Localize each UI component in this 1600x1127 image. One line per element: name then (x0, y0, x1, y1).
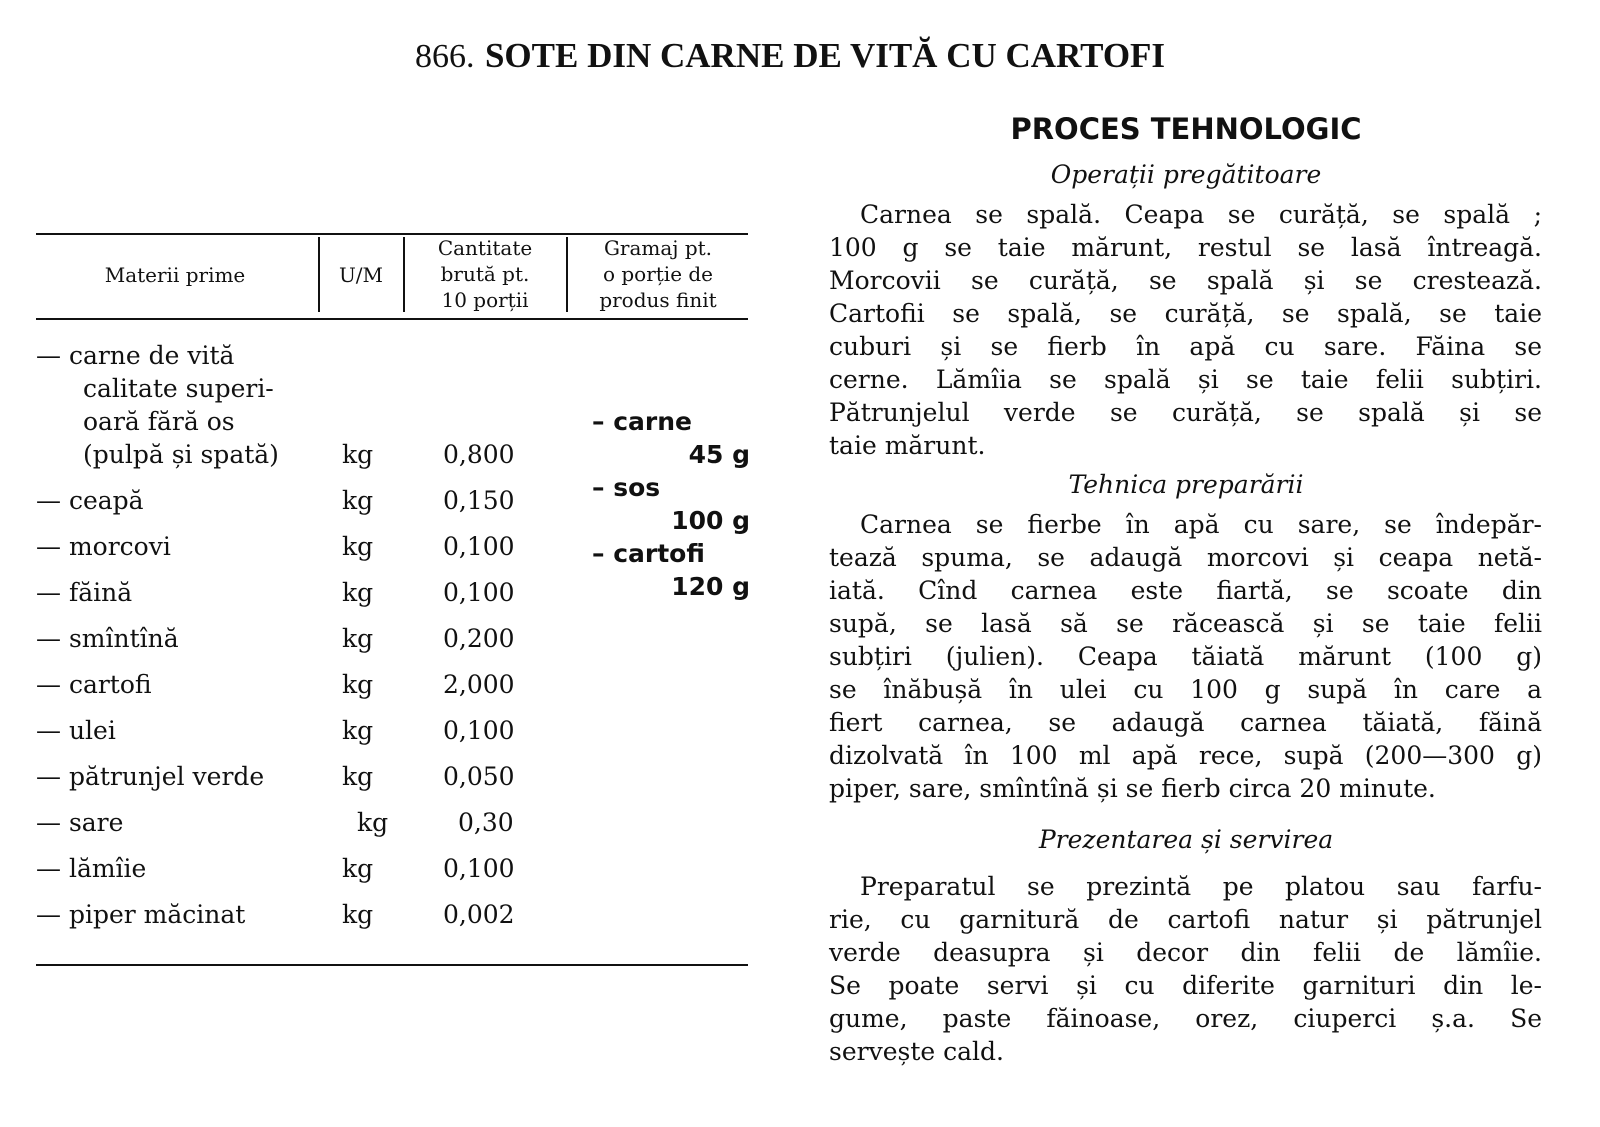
recipe-name: SOTE DIN CARNE DE VITĂ CU CARTOFI (484, 36, 1166, 75)
subsection-heading: Operații pregătitoare (1050, 160, 1322, 189)
ingredient-name: — smîntînă (36, 624, 179, 653)
ingredient-name: calitate superi- (83, 374, 274, 403)
gramaj-label: – sos (592, 473, 661, 502)
ingredient-quantity: 0,150 (443, 486, 515, 515)
ingredient-quantity: 0,100 (443, 854, 515, 883)
ingredient-quantity: 0,002 (443, 900, 515, 929)
paragraph-line: cerne. Lămîia se spală și se taie felii subțiri. (829, 365, 1542, 394)
paragraph-line: dizolvată în 100 ml apă rece, supă (200—300 g) (829, 741, 1542, 770)
ingredient-unit: kg (342, 486, 374, 515)
ingredient-unit: kg (357, 808, 389, 837)
ingredient-quantity: 0,800 (443, 440, 515, 469)
paragraph-line: piper, sare, smîntînă și se fierb circa 20 minute. (829, 774, 1436, 803)
ingredient-name: — morcovi (36, 532, 171, 561)
ingredient-name: — făină (36, 578, 133, 607)
ingredient-quantity: 0,30 (458, 808, 514, 837)
ingredient-quantity: 0,050 (443, 762, 515, 791)
header-materii: Materii prime (104, 263, 246, 287)
ingredient-unit: kg (342, 900, 374, 929)
ingredient-name: — lămîie (36, 854, 147, 883)
ingredient-unit: kg (342, 670, 374, 699)
paragraph-line: Carnea se spală. Ceapa se curăță, se spală ; (860, 200, 1542, 229)
ingredient-name: — cartofi (36, 670, 152, 699)
ingredient-quantity: 2,000 (443, 670, 515, 699)
gramaj-value: 120 g (671, 572, 750, 601)
ingredient-unit: kg (342, 624, 374, 653)
paragraph-line: Cartofii se spală, se curăță, se spală, se taie (829, 299, 1542, 328)
paragraph-line: Morcovii se curăță, se spală și se crestează. (829, 266, 1542, 295)
table-header-rule (36, 318, 748, 320)
ingredient-name: — piper măcinat (36, 900, 246, 929)
ingredient-unit: kg (342, 440, 374, 469)
paragraph-line: iată. Cînd carnea este fiartă, se scoate din (829, 576, 1542, 605)
ingredient-unit: kg (342, 716, 374, 745)
paragraph-line: 100 g se taie mărunt, restul se lasă întreagă. (829, 233, 1542, 262)
paragraph-line: rie, cu garnitură de cartofi natur și pătrunjel (829, 905, 1542, 934)
header-line: Gramaj pt. (603, 236, 713, 260)
paragraph-line: servește cald. (829, 1037, 1004, 1066)
paragraph-line: tează spuma, se adaugă morcovi și ceapa netă- (829, 543, 1542, 572)
paragraph-line: Pătrunjelul verde se curăță, se spală și se (829, 398, 1542, 427)
gramaj-label: – cartofi (592, 539, 705, 568)
recipe-title (0, 36, 1580, 76)
subsection-heading: Prezentarea și servirea (1038, 825, 1334, 854)
gramaj-label: – carne (592, 407, 692, 436)
header-line: o porție de (602, 262, 714, 286)
ingredient-name: (pulpă și spată) (83, 440, 279, 469)
table-bottom-rule (36, 964, 748, 966)
gramaj-value: 45 g (688, 440, 750, 469)
paragraph-line: gume, paste făinoase, orez, ciuperci ș.a. Se (829, 1004, 1542, 1033)
header-gramaj (568, 235, 748, 313)
ingredient-quantity: 0,100 (443, 532, 515, 561)
ingredient-name: oară fără os (83, 407, 235, 436)
ingredient-name: — ulei (36, 716, 116, 745)
header-line: 10 porții (441, 288, 529, 312)
paragraph-line: subțiri (julien). Ceapa tăiată mărunt (100 g) (829, 642, 1542, 671)
header-line: produs finit (599, 288, 717, 312)
header-line: brută pt. (440, 262, 530, 286)
paragraph-line: cuburi și se fierb în apă cu sare. Făina se (829, 332, 1542, 361)
ingredient-name: — sare (36, 808, 124, 837)
section-title: PROCES TEHNOLOGIC (1010, 112, 1362, 146)
paragraph-line: supă, se lasă să se răcească și se taie felii (829, 609, 1542, 638)
header-um: U/M (338, 263, 384, 287)
paragraph-line: Preparatul se prezintă pe platou sau farfu- (860, 872, 1542, 901)
ingredient-name: — ceapă (36, 486, 144, 515)
ingredient-quantity: 0,100 (443, 716, 515, 745)
header-cantitate (405, 235, 565, 313)
ingredient-quantity: 0,100 (443, 578, 515, 607)
ingredient-unit: kg (342, 532, 374, 561)
ingredient-name: — pătrunjel verde (36, 762, 265, 791)
header-line: Cantitate (437, 236, 533, 260)
ingredient-name: — carne de vită (36, 341, 235, 370)
paragraph-line: Se poate servi și cu diferite garnituri din le- (829, 971, 1542, 1000)
gramaj-value: 100 g (671, 506, 750, 535)
ingredient-unit: kg (342, 854, 374, 883)
ingredient-unit: kg (342, 762, 374, 791)
subsection-heading: Tehnica preparării (1068, 470, 1304, 499)
ingredient-unit: kg (342, 578, 374, 607)
paragraph-line: taie mărunt. (829, 431, 986, 460)
recipe-number: 866. (414, 38, 475, 75)
ingredient-quantity: 0,200 (443, 624, 515, 653)
paragraph-line: Carnea se fierbe în apă cu sare, se îndepăr- (860, 510, 1542, 539)
paragraph-line: se înăbușă în ulei cu 100 g supă în care a (829, 675, 1542, 704)
paragraph-line: fiert carnea, se adaugă carnea tăiată, făină (829, 708, 1542, 737)
paragraph-line: verde deasupra și decor din felii de lămîie. (829, 938, 1542, 967)
